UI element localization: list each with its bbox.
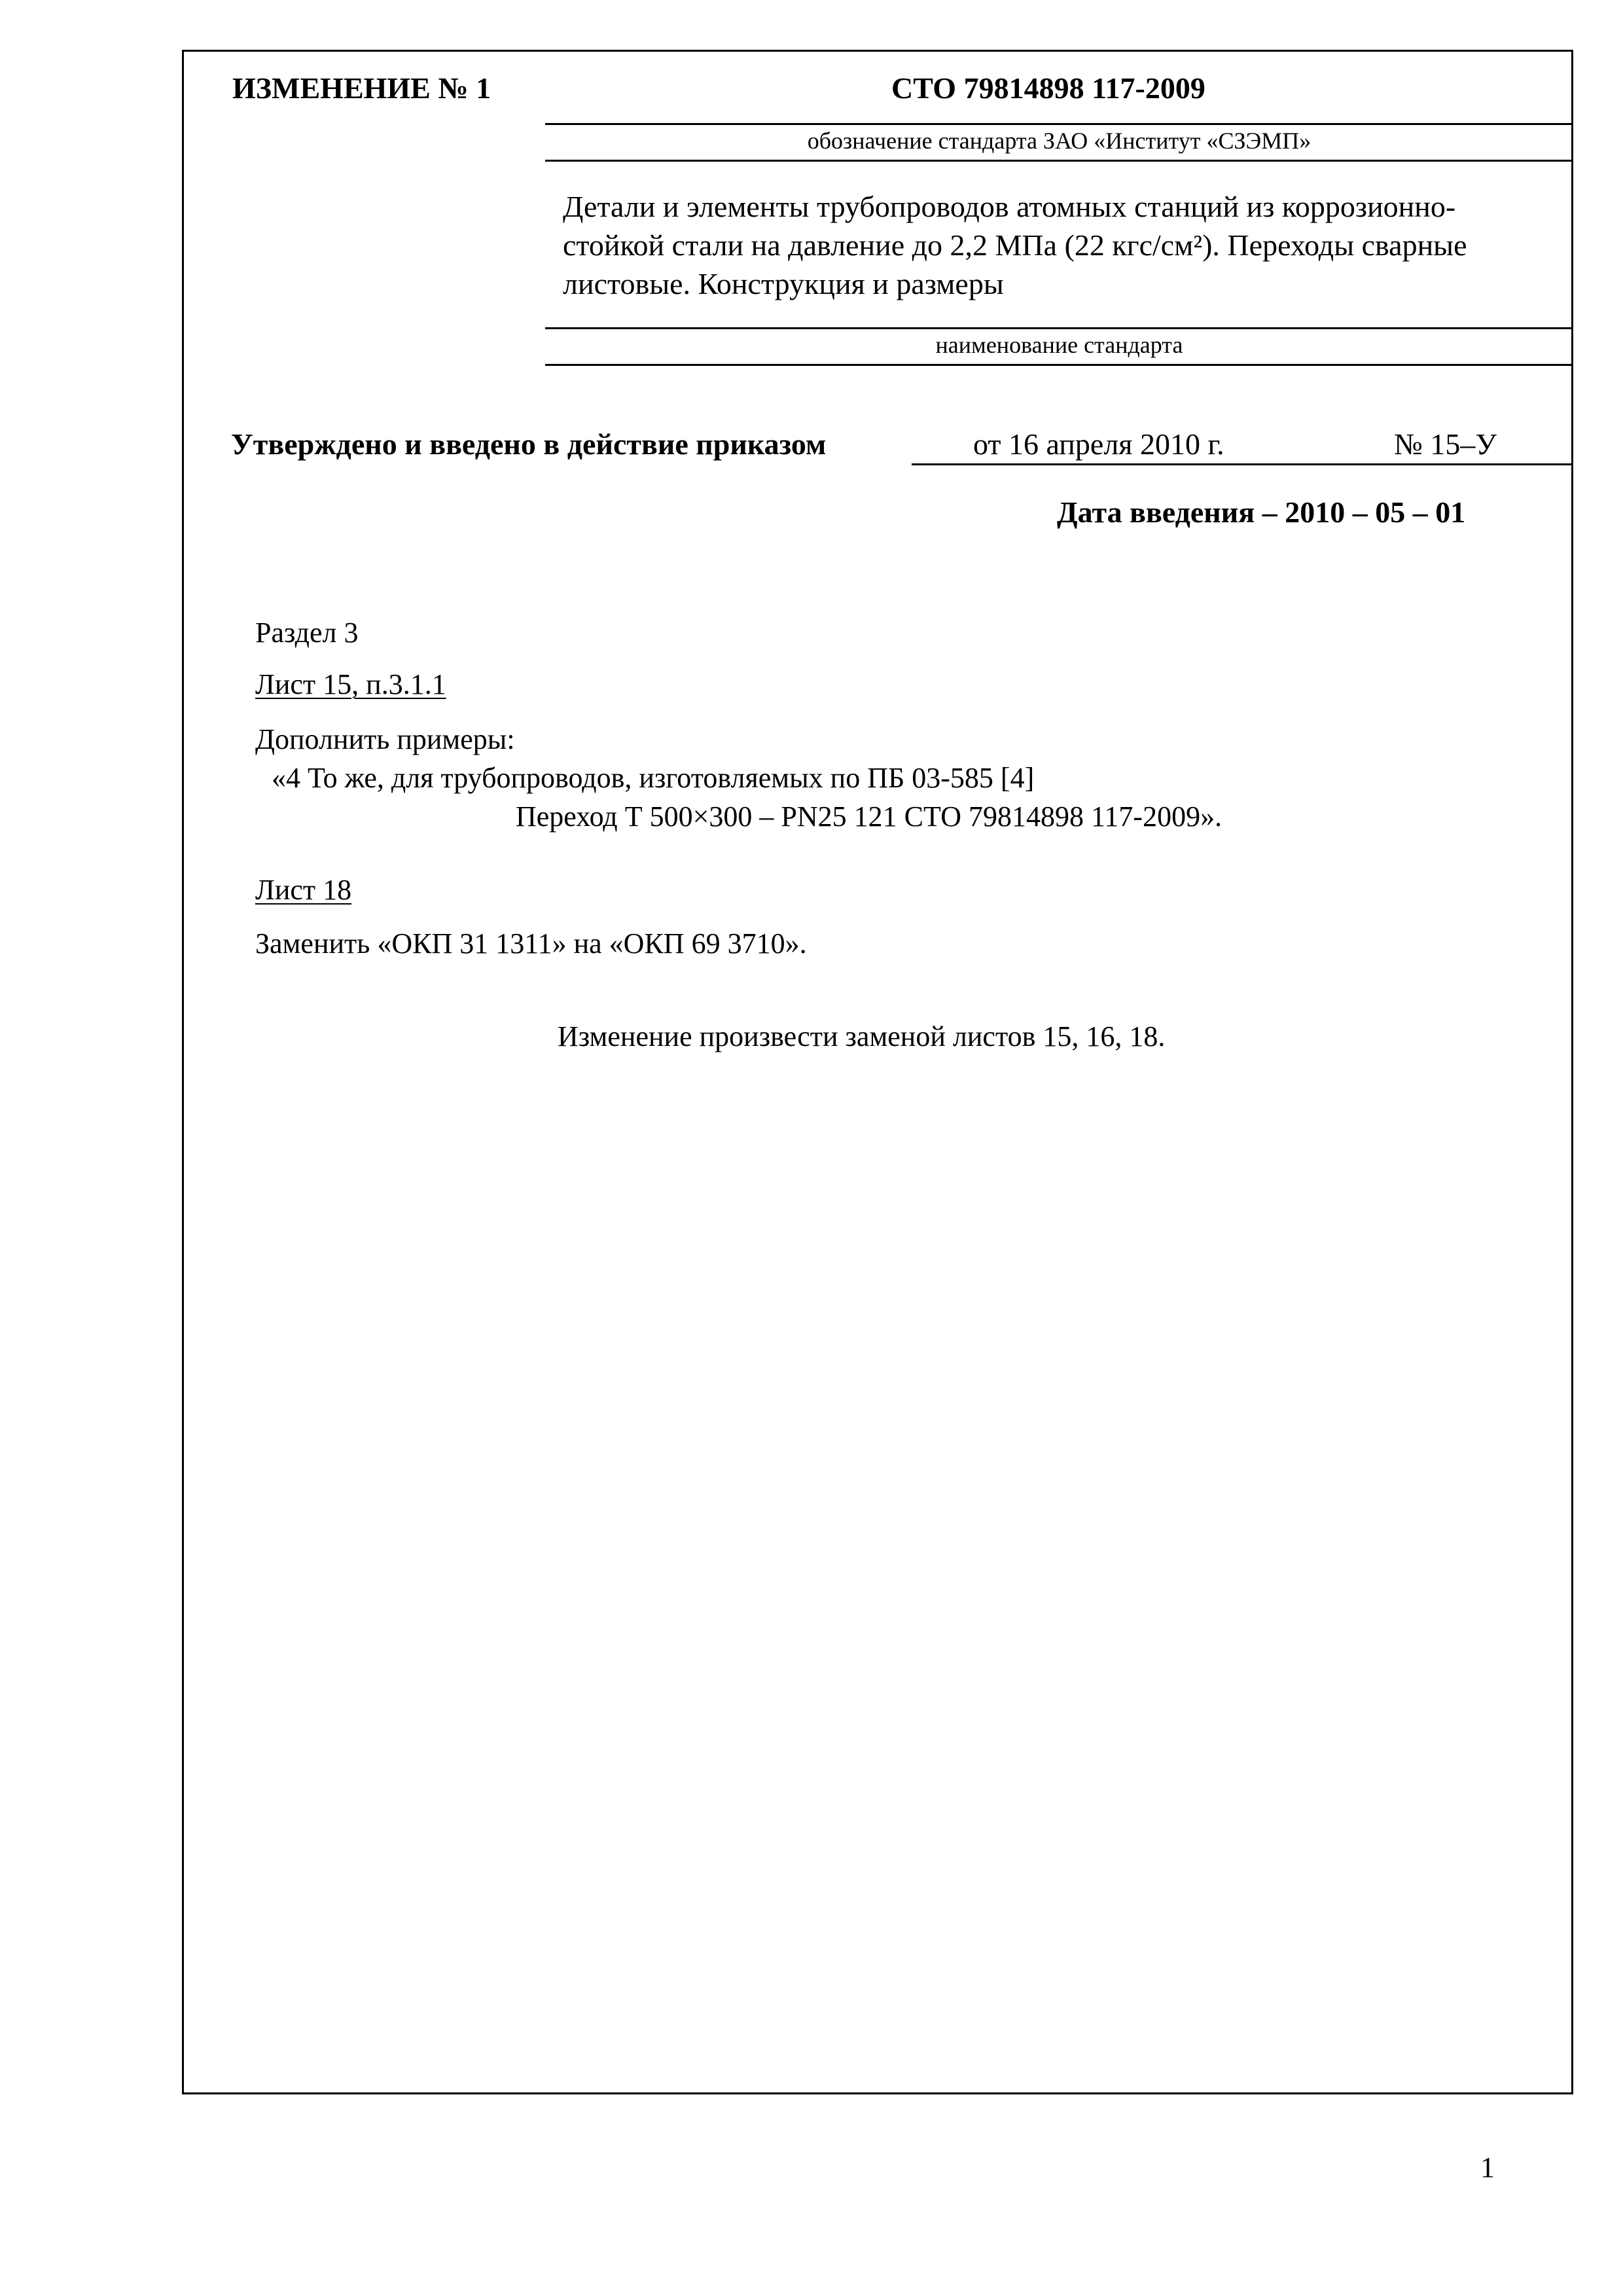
designation-rule [545, 123, 1573, 125]
standard-name-line: стойкой стали на давление до 2,2 МПа (22 кгс/см²). Переходы сварные [563, 228, 1467, 262]
designation-caption: обозначение стандарта ЗАО «Институт «СЗЭМП» [807, 128, 1311, 154]
standard-name [563, 187, 1564, 303]
designation-bottom-rule [545, 160, 1573, 162]
name-caption: наименование стандарта [935, 332, 1183, 358]
approval-label: Утверждено и введено в действие приказом [231, 427, 827, 461]
name-rule [545, 327, 1573, 329]
standard-code: СТО 79814898 117-2009 [891, 71, 1205, 105]
sheet-reference: Лист 18 [255, 874, 352, 906]
section-title: Раздел 3 [255, 617, 359, 649]
example-line: Переход Т 500×300 – PN25 121 СТО 79814898 117-2009». [516, 800, 1222, 833]
standard-name-line: Детали и элементы трубопроводов атомных станций из коррозионно- [563, 190, 1456, 223]
approval-number: № 15–У [1394, 427, 1497, 461]
page-number: 1 [1480, 2151, 1495, 2183]
change-title: ИЗМЕНЕНИЕ № 1 [232, 71, 491, 105]
instruction-text: Заменить «ОКП 31 1311» на «ОКП 69 3710». [255, 927, 807, 960]
conclusion-text: Изменение произвести заменой листов 15, 16, 18. [558, 1020, 1166, 1052]
name-bottom-rule [545, 364, 1573, 366]
instruction-text: Дополнить примеры: [255, 723, 515, 755]
standard-name-line: листовые. Конструкция и размеры [563, 267, 1004, 300]
intro-date: Дата введения – 2010 – 05 – 01 [1057, 495, 1466, 529]
example-line: «4 То же, для трубопроводов, изготовляемых по ПБ 03-585 [4] [272, 762, 1035, 794]
sheet-reference: Лист 15, п.3.1.1 [255, 668, 446, 700]
approval-date: от 16 апреля 2010 г. [973, 427, 1224, 461]
approval-rule [912, 463, 1573, 465]
